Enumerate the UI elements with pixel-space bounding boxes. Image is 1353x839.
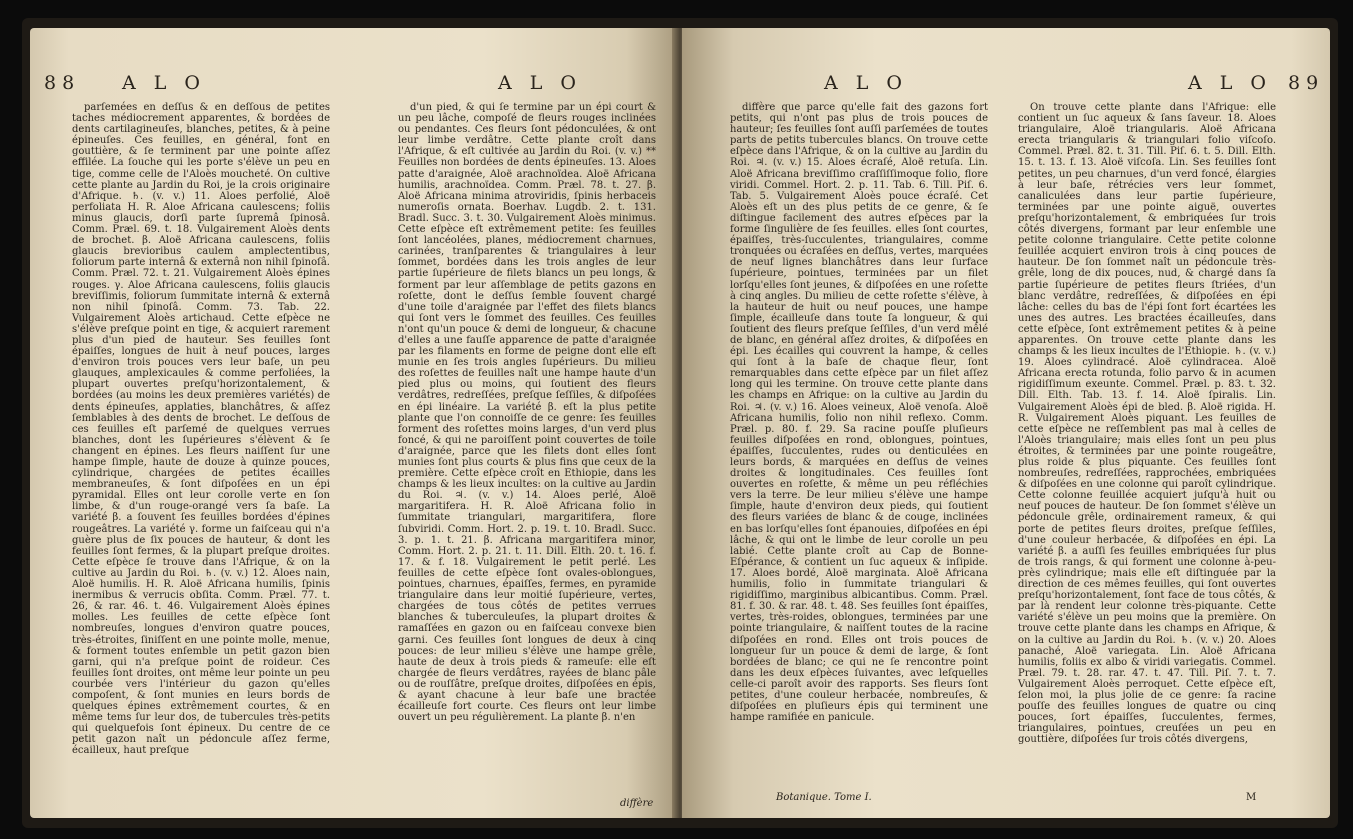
- column-text: On trouve cette plante dans l'Afrique: elle contient un ſuc aqueux & ſans ſaveur. 18. Aloes triangulaire, Aloë triangularis. Aloë Africana erecta triangularis & triangulari folio viſcoſo. Commel. Præl. 82. t. 31. Till. Piſ. 6. t. 5. Dill. Elth. 15. t. 13. f. 13. Aloë viſcoſa. Lin. Ses feuilles ſont petites, un peu charnues, d'un verd foncé, élargies à leur baſe, rétrécies vers leur ſommet, canaliculées dans leur partie ſupérieure, terminées par une pointe aiguë, ouvertes preſqu'horizontalement, & embriquées ſur trois côtés divergens, formant par leur enſemble une petite colonne triangulaire. Cette petite colonne feuillée acquiert environ trois à cinq pouces de hauteur. De ſon ſommet naît un pédoncule très-grêle, long de dix pouces, nud, & chargé dans ſa partie ſupérieure de petites fleurs ſtriées, d'un blanc verdâtre, redreſſées, & diſpoſées en épi lâche: celles du bas de l'épi ſont fort écartées les unes des autres. Les bractées écailleuſes, dans cette eſpèce, ſont extrêmement petites & à peine apparentes. On trouve cette plante dans les champs & les lieux incultes de l'Ethiopie. ♄. (v. v.) 19. Aloes cylindracé. Aloë cylindracea. Aloë Africana erecta rotunda, folio parvo & in acumen rigidiſſimum exeunte. Commel. Præl. p. 83. t. 32. Dill. Elth. Tab. 13. f. 14. Aloë ſpiralis. Lin. Vulgairement Aloès épi de bled. β. Aloë rigida. H. R. Vulgairement Aloès piquant. Les feuilles de cette eſpèce ne reſſemblent pas mal à celles de l'Aloès triangulaire; mais elles ſont un peu plus étroites, & terminées par une pointe rougeâtre, plus roide & plus piquante. Ces feuilles ſont nombreuſes, redreſſées, rapprochées, embriquées & diſpoſées en une colonne qui paroît cylindrique. Cette colonne feuillée acquiert juſqu'à huit ou neuf pouces de hauteur. De ſon ſommet s'élève un pédoncule grêle, ordinairement rameux, & qui porte de petites fleurs droites, preſque ſeſſiles, d'une couleur herbacée, & diſpoſées en épi. La variété β. a auſſi ſes feuilles embriquées ſur plus de trois rangs, & qui forment une colonne à-peu-près cylindrique; mais elle eſt diſtinguée par la direction de ces mêmes feuilles, qui ſont ouvertes preſqu'horizontalement, ſont face de tous côtés, & par là rendent leur colonne très-piquante. Cette variété s'élève un peu moins que la première. On trouve cette plante dans les champs en Afrique, & on la cultive au Jardin du Roi. ♄. (v. v.) 20. Aloes panaché, Aloë variegata. Lin. Aloë Africana humilis, foliis ex albo & viridi variegatis. Commel. Præl. 79. t. 28. rar. 47. t. 47. Till. Piſ. 7. t. 7. Vulgairement Aloès perroquet. Cette eſpèce eſt, ſelon moi, la plus jolie de ce genre: ſa racine pouſſe des feuilles longues de quatre ou cinq pouces, ſort épaiſſes, ſucculentes, fermes, triangulaires, pointues, creuſées un peu en gouttière, diſpoſées ſur trois côtés divergens,: [1018, 102, 1276, 746]
- right-page-header: [682, 72, 1330, 100]
- running-header: A L O: [122, 72, 206, 94]
- text-column: [1018, 102, 1276, 792]
- text-column: [398, 102, 656, 792]
- left-page-header: [30, 72, 678, 100]
- open-book: [22, 18, 1338, 828]
- signature-mark: M: [1246, 792, 1257, 803]
- signature-title: Botanique. Tome I.: [776, 792, 872, 803]
- column-text: diffère que parce qu'elle fait des gazons fort petits, qui n'ont pas plus de trois pouces de hauteur; ſes feuilles ſont auſſi parſemées de toutes parts de petits tubercules blancs. On trouve cette eſpèce dans l'Afrique, & on la cultive au Jardin du Roi. ♃. (v. v.) 15. Aloes écraſé, Aloë retuſa. Lin. Aloë Africana breviſſimo craſſiſſimoque folio, flore viridi. Commel. Hort. 2. p. 11. Tab. 6. Till. Piſ. 6. Tab. 5. Vulgairement Aloès pouce écraſé. Cet Aloès eſt un des plus petits de ce genre, & ſe diſtingue facilement des autres eſpèces par la forme ſingulière de ſes feuilles. elles ſont courtes, épaiſſes, très-ſucculentes, triangulaires, comme tronquées ou écraſées en deſſus, vertes, marquées de neuf lignes blanchâtres dans leur ſurface ſupérieure, pointues, terminées par un filet lorſqu'elles ſont jeunes, & diſpoſées en une roſette à cinq angles. Du milieu de cette roſette s'élève, à la hauteur de huit ou neuf pouces, une hampe ſimple, écailleuſe dans toute ſa longueur, & qui ſoutient des fleurs preſque ſeſſiles, d'un verd mêlé de blanc, en général aſſez droites, & diſpoſées en épi. Les écailles qui couvrent la hampe, & celles qui ſont à la baſe de chaque fleur, ſont remarquables dans cette eſpèce par un filet aſſez long qui les termine. On trouve cette plante dans les champs en Afrique: on la cultive au Jardin du Roi. ♃. (v. v.) 16. Aloes veineux, Aloë venoſa. Aloë Africana humilis, folio non nihil reflexo. Comm. Præl. p. 80. f. 29. Sa racine pouſſe pluſieurs feuilles diſpoſées en rond, oblongues, pointues, épaiſſes, ſucculentes, rudes ou denticulées en leurs bords, & marquées en deſſus de veines droites & longitudinales. Ces feuilles ſont ouvertes en roſette, & même un peu réfléchies vers la terre. De leur milieu s'élève une hampe ſimple, haute d'environ deux pieds, qui ſoutient des fleurs variées de blanc & de couge, inclinées en bas lorſqu'elles ſont épanouies, diſpoſées en épi lâche, & qui ont le limbe de leur corolle un peu labié. Cette plante croît au Cap de Bonne-Eſpérance, & contient un ſuc aqueux & inſipide. 17. Aloes bordé, Aloë marginata. Aloë Africana humilis, folio in ſummitate triangulari & rigidiſſimo, marginibus albicantibus. Comm. Præl. 81. f. 30. & rar. 48. t. 48. Ses feuilles ſont épaiſſes, vertes, très-roides, oblongues, terminées par une pointe triangulaire, & naiſſent toutes de la racine diſpoſées en rond. Elles ont trois pouces de longueur ſur un pouce & demi de large, & ſont bordées de blanc; ce qui ne ſe rencontre point dans les deux eſpèces ſuivantes, avec leſquelles celle-ci paroît avoir des rapports. Ses fleurs ſont petites, d'une couleur herbacée, nombreuſes, & diſpoſées en pluſieurs épis qui terminent une hampe ramifiée en panicule.: [730, 102, 988, 724]
- running-header: A L O: [498, 72, 582, 94]
- text-column: [730, 102, 988, 784]
- column-text: parſemées en deſſus & en deſſous de petites taches médiocrement apparentes, & bordées de dents cartilagineuſes, blanches, petites, & à peine épineuſes. Ces feuilles, en général, font en gouttière, & ſe terminent par une pointe aſſez effilée. La ſouche qui les porte s'élève un peu en tige, comme celle de l'Aloès moucheté. On cultive cette plante au Jardin du Roi, je la crois originaire d'Afrique. ♄. (v. v.) 11. Aloes perfolié, Aloë perfoliata H. R. Aloe Africana caulescens; foliis minus glaucis, dorſi parte ſupremâ ſpinosâ. Comm. Præl. 69. t. 18. Vulgairement Aloès dents de brochet. β. Aloë Africana caulescens, foliis glaucis brevioribus caulem amplectentibus, foliorum parte internâ & externâ non nihil ſpinoſâ. Comm. Præl. 72. t. 21. Vulgairement Aloès épines rouges. γ. Aloe Africana caulescens, foliis glaucis breviſſimis, foliorum ſummitate internâ & externâ non nihil ſpinoſâ. Comm. 73. Tab. 22. Vulgairement Aloès artichaud. Cette eſpèce ne s'élève preſque point en tige, & acquiert rarement plus d'un pied de hauteur. Ses feuilles ſont épaiſſes, longues de huit à neuf pouces, larges d'environ trois pouces vers leur baſe, un peu glauques, amplexicaules & comme perfoliées, la plupart ouvertes preſqu'horizontalement, & bordées (au moins les deux premières variétés) de dents épineuſes, applaties, blanchâtres, & aſſez ſemblables à des dents de brochet. Le deſſous de ces feuilles eſt parſemé de quelques verrues blanches, dont les ſupérieures s'élèvent & ſe changent en épines. Les fleurs naiſſent ſur une hampe ſimple, haute de douze à quinze pouces, cylindrique, chargées de petites écailles membraneuſes, & ſont diſpoſées en un épi pyramidal. Elles ont leur corolle verte en ſon limbe, & d'un rouge-orangé vers ſa baſe. La variété β. a ſouvent ſes feuilles bordées d'épines rougeâtres. La variété γ. forme un faiſceau qui n'a guère plus de ſix pouces de hauteur, & dont les feuilles ſont fermes, & la plupart preſque droites. Cette eſpèce ſe trouve dans l'Afrique, & on la cultive au Jardin du Roi. ♄. (v. v.) 12. Aloes nain, Aloë humilis. H. R. Aloë Africana humilis, ſpinis inermibus & verrucis obſita. Comm. Præl. 77. t. 26, & rar. 46. t. 46. Vulgairement Aloès épines molles. Les feuilles de cette eſpèce ſont nombreuſes, longues d'environ quatre pouces, très-étroites, ſiniſſent en une pointe molle, menue, & forment toutes enſemble un petit gazon bien garni, qui n'a preſque point de roideur. Ces feuilles ſont droites, ont même leur pointe un peu courbée vers l'intérieur du gazon qu'elles compoſent, & ſont munies en leurs bords de quelques épines extrêmement courtes, & en même tems ſur leur dos, de tubercules très-petits qui quelquefois ſont épineux. Du centre de ce petit gazon naît un pédoncule aſſez ferme, écailleux, haut preſque: [72, 102, 330, 757]
- text-column: [72, 102, 330, 792]
- column-text: d'un pied, & qui ſe termine par un épi court & un peu lâche, compoſé de fleurs rouges inclinées ou pendantes. Ces fleurs ſont pédonculées, & ont leur limbe verdâtre. Cette plante croît dans l'Afrique, & eſt cultivée au Jardin du Roi. (v. v.) ** Feuilles non bordées de dents épineuſes. 13. Aloes patte d'araignée, Aloë arachnoïdea. Aloë Africana humilis, arachnoïdea. Comm. Præl. 78. t. 27. β. Aloë Africana minima atroviridis, ſpinis herbaceis numeroſis ornata. Boerhav. Lugdb. 2. t. 131. Bradl. Succ. 3. t. 30. Vulgairement Aloès minimus. Cette eſpèce eſt extrêmement petite: ſes feuilles ſont lancéolées, planes, médiocrement charnues, carinées, tranſparentes & triangulaires à leur ſommet, bordées dans les trois angles de leur partie ſupérieure de filets blancs un peu longs, & forment par leur aſſemblage de petits gazons en roſette, dont le deſſus ſemble ſouvent chargé d'une toile d'araignée par l'effet des filets blancs qui ſont vers le ſommet des feuilles. Ces feuilles n'ont qu'un pouce & demi de longueur, & chacune d'elles a une fauſſe apparence de patte d'araignée par les filaments en forme de peigne dont elle eſt munie en ſes trois angles ſupérieurs. Du milieu des roſettes de feuilles naît une hampe haute d'un pied plus ou moins, qui ſoutient des fleurs verdâtres, redreſſées, preſque ſeſſiles, & diſpoſées en épi linéaire. La variété β. eſt la plus petite plante que l'on connoiſſe de ce genre: ſes feuilles forment des roſettes moins larges, d'un verd plus foncé, & qui ne paroiſſent point couvertes de toile d'araignée, parce que les filets dont elles ſont munies ſont plus courts & plus fins que ceux de la première. Cette eſpèce croît en Ethiopie, dans les champs & les lieux incultes: on la cultive au Jardin du Roi. ♃. (v. v.) 14. Aloes perlé, Aloë margaritifera. H. R. Aloë Africana folio in ſummitate triangulari, margaritifera, flore ſubviridi. Comm. Hort. 2. p. 19. t. 10. Bradl. Succ. 3. p. 1. t. 21. β. Africana margaritifera minor, Comm. Hort. 2. p. 21. t. 11. Dill. Elth. 20. t. 16. f. 17. & f. 18. Vulgairement le petit perlé. Les feuilles de cette eſpèce ſont ovales-oblongues, pointues, charnues, épaiſſes, fermes, en pyramide triangulaire dans leur moitié ſupérieure, vertes, chargées de tous côtés de petites verrues blanches & tuberculeuſes, la plupart droites & ramaſſées en gazon ou en faiſceau convexe bien garni. Ces feuilles ſont longues de deux à cinq pouces: de leur milieu s'élève une hampe grêle, haute de deux à trois pieds & rameuſe: elle eſt chargée de fleurs verdâtres, rayées de blanc pâle ou de rouſſâtre, preſque droites, diſpoſées en épis, & ayant chacune à leur baſe une bractée écailleuſe fort courte. Ces fleurs ont leur limbe ouvert un peu régulièrement. La plante β. n'en: [398, 102, 656, 724]
- page-number: 89: [1288, 72, 1325, 94]
- catchword: diffère: [620, 798, 654, 809]
- page-number: 88: [44, 72, 81, 94]
- left-page: [30, 28, 678, 818]
- running-header: A L O: [1188, 72, 1272, 94]
- running-header: A L O: [824, 72, 908, 94]
- right-page: [682, 28, 1330, 818]
